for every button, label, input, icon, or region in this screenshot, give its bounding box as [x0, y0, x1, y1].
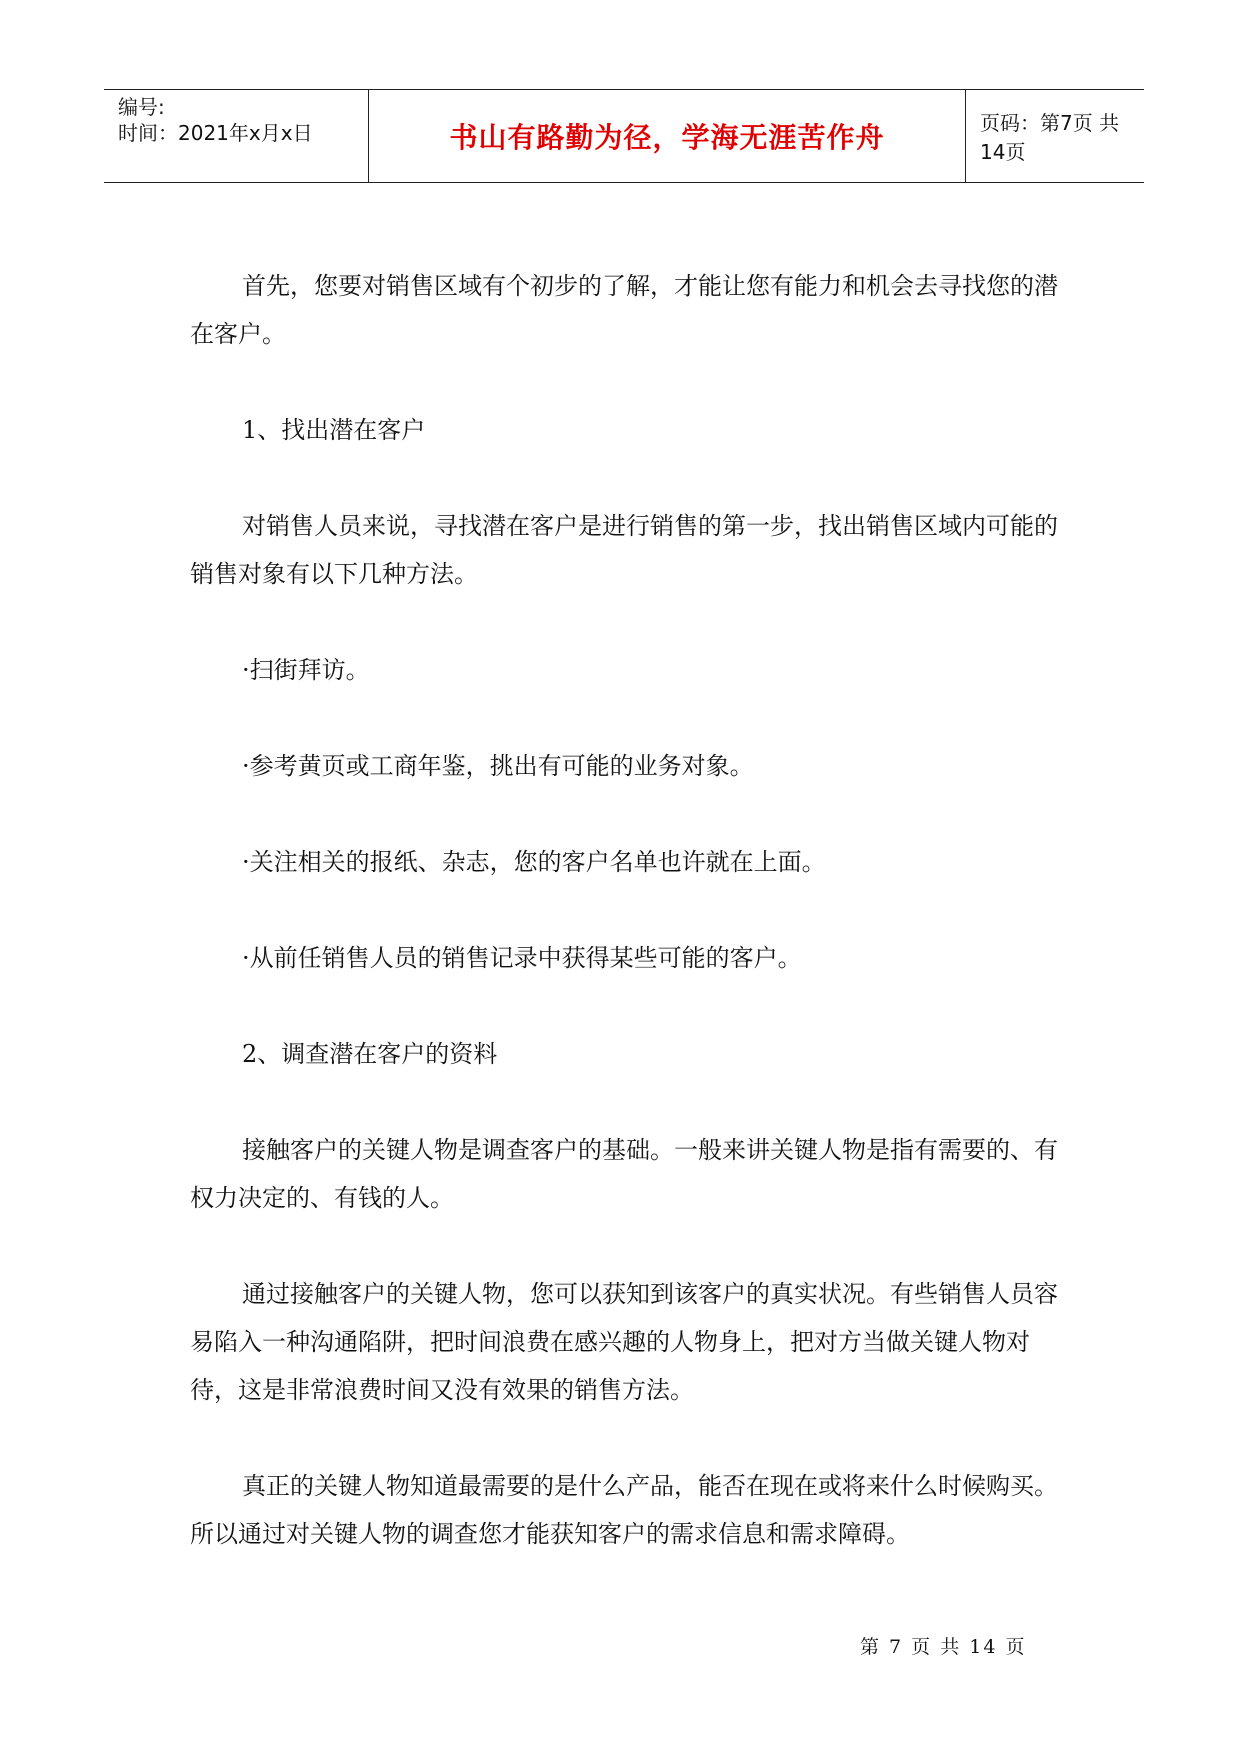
bullet-item: ·参考黄页或工商年鉴，挑出有可能的业务对象。	[242, 752, 754, 780]
body-paragraph-3: 真正的关键人物知道最需要的是什么产品，能否在现在或将来什么时候购买。所以通过对关键人物的调查您才能获知客户的需求信息和需求障碍。	[190, 1472, 1058, 1548]
bullet-item: ·关注相关的报纸、杂志，您的客户名单也许就在上面。	[242, 848, 826, 876]
intro-paragraph: 首先，您要对销售区域有个初步的了解，才能让您有能力和机会去寻找您的潜在客户。	[190, 272, 1058, 348]
document-body	[190, 262, 1070, 1606]
bullet-item: ·扫街拜访。	[242, 656, 370, 684]
header-motto: 书山有路勤为径，学海无涯苦作舟	[449, 121, 885, 154]
header-motto-cell	[369, 90, 966, 182]
body-paragraph-2: 通过接触客户的关键人物，您可以获知到该客户的真实状况。有些销售人员容易陷入一种沟通陷阱，把时间浪费在感兴趣的人物身上，把对方当做关键人物对待，这是非常浪费时间又没有效果的销售方法。	[190, 1280, 1058, 1404]
document-number-label: 编号:	[118, 95, 165, 119]
header-page-info-cell	[966, 90, 1144, 182]
document-time-label: 时间：2021年x月x日	[118, 121, 313, 145]
section-2-title: 2、调查潜在客户的资料	[242, 1040, 498, 1068]
section-1-intro: 对销售人员来说，寻找潜在客户是进行销售的第一步，找出销售区域内可能的销售对象有以下几种方法。	[190, 512, 1058, 588]
bullet-item: ·从前任销售人员的销售记录中获得某些可能的客户。	[242, 944, 802, 972]
body-paragraph-1: 接触客户的关键人物是调查客户的基础。一般来讲关键人物是指有需要的、有权力决定的、有钱的人。	[190, 1136, 1058, 1212]
section-1-title: 1、找出潜在客户	[242, 416, 426, 444]
page-footer: 第 7 页 共 14 页	[860, 1636, 1027, 1658]
page-header	[104, 89, 1144, 183]
header-page-info: 页码：第7页 共14页	[980, 111, 1120, 164]
header-meta	[104, 90, 369, 182]
